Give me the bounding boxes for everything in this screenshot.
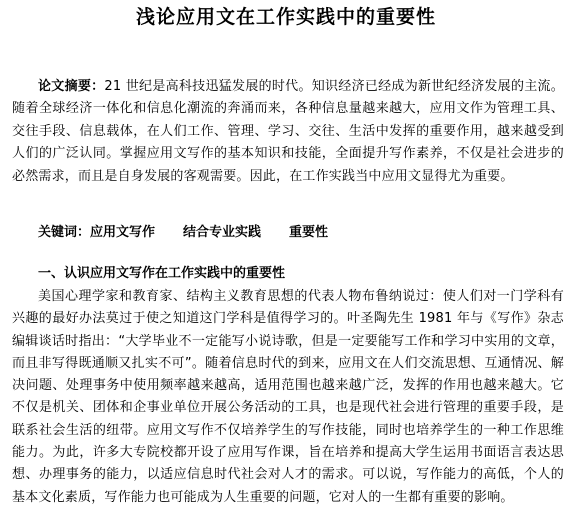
abstract-paragraph <box>12 76 564 188</box>
abstract-label: 论文摘要： <box>38 79 105 94</box>
keywords-line <box>38 222 356 244</box>
keyword-item: 重要性 <box>289 225 329 240</box>
section-paragraph: 美国心理学家和教育家、结构主义教育思想的代表人物布鲁纳说过：使人们对一门学科有兴趣的最好办法莫过于使之知道这门学科是值得学习的。叶圣陶先生 1981 年与《写作》杂志编辑谈话时指出：“大学毕业不一定能写小说诗歌，但是一定要能写工作和学习中实用的文章，而且非写得既通顺又扎实不可”。随着信息时代的到来，应用文在人们交流思想、互通情况、解决问题、处理事务中使用频率越来越高，适用范围也越来越广泛，发挥的作用也越来越大。它不仅是机关、团体和企事业单位开展公务活动的工具，也是现代社会进行管理的重要手段，是联系社会生活的纽带。应用文写作不仅培养学生的写作技能，同时也培养学生的一种工作思维能力。为此，许多大专院校都开设了应用写作课，旨在培养和提高大学生运用书面语言表达思想、办理事务的能力，以适应信息时代社会对人才的需求。可以说，写作能力的高低，个人的基本文化素质，写作能力也可能成为人生重要的问题，它对人的一生都有重要的影响。 <box>12 289 564 505</box>
abstract-text: 21 世纪是高科技迅猛发展的时代。知识经济已经成为新世纪经济发展的主流。随着全球经济一体化和信息化潮流的奔涌而来，各种信息量越来越大，应用文作为管理工具、交往手段、信息载体，在人们工作、管理、学习、交往、生活中发挥的重要作用，越来越受到人们的广泛认同。掌握应用文写作的基本知识和技能，全面提升写作素养，不仅是社会进步的必然需求，而且是自身发展的客观需要。因此，在工作实践当中应用文显得尤为重要。 <box>12 79 564 184</box>
keywords-label: 关键词： <box>38 225 91 240</box>
section-heading: 一、认识应用文写作在工作实践中的重要性 <box>38 266 286 281</box>
keyword-item: 结合专业实践 <box>183 225 262 240</box>
document-title: 浅论应用文在工作实践中的重要性 <box>135 6 436 28</box>
keyword-item: 应用文写作 <box>90 225 156 240</box>
